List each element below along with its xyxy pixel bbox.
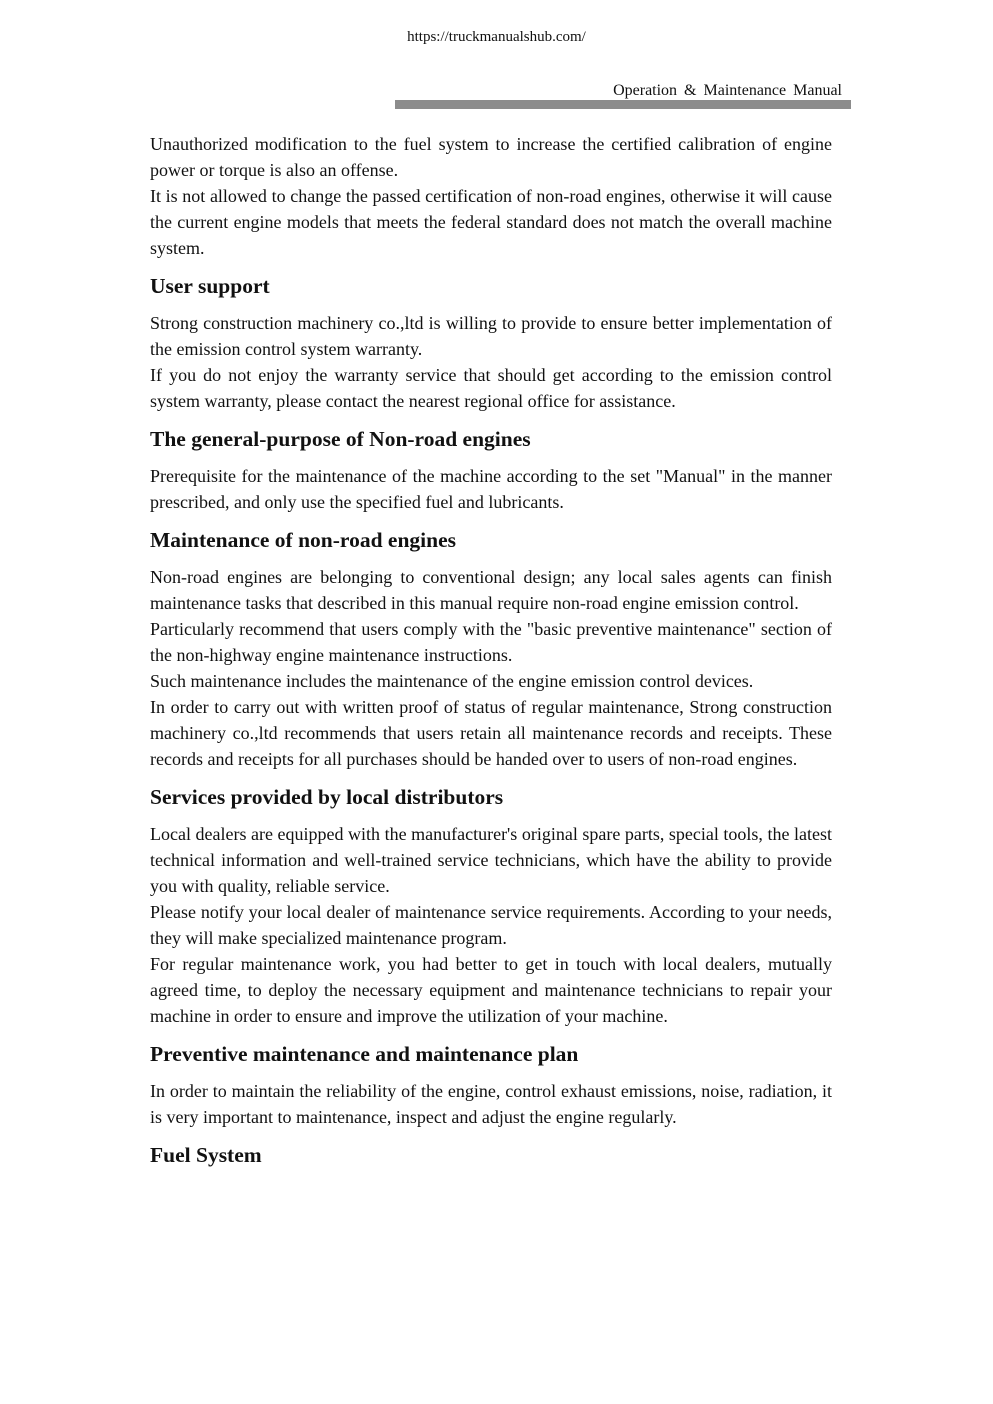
source-url: https://truckmanualshub.com/ bbox=[407, 29, 586, 45]
section-paragraph: Particularly recommend that users comply with the "basic preventive maintenance" section of the non-highway engine maintenance instructions. bbox=[150, 619, 832, 665]
section-paragraph: Local dealers are equipped with the manufacturer's original spare parts, special tools, the latest technical information and well-trained service technicians, which have the ability to provide you with quality, reliable service. bbox=[150, 824, 832, 896]
section-heading-local-distributors: Services provided by local distributors bbox=[150, 785, 504, 809]
section-paragraph: Such maintenance includes the maintenance of the engine emission control devices. bbox=[150, 671, 754, 691]
section-paragraph: In order to carry out with written proof of status of regular maintenance, Strong construction machinery co.,ltd recommends that users retain all maintenance records and receipts. These records and receipts for all purchases should be handed over to users of non-road engines. bbox=[150, 697, 832, 769]
section-paragraph: In order to maintain the reliability of the engine, control exhaust emissions, noise, radiation, it is very important to maintenance, inspect and adjust the engine regularly. bbox=[150, 1081, 832, 1127]
running-header-title: Operation & Maintenance Manual bbox=[613, 82, 842, 99]
section-heading-general-purpose: The general-purpose of Non-road engines bbox=[150, 427, 531, 451]
section-paragraph: Prerequisite for the maintenance of the machine according to the set "Manual" in the manner prescribed, and only use the specified fuel and lubricants. bbox=[150, 466, 832, 512]
section-paragraph: Strong construction machinery co.,ltd is willing to provide to ensure better implementation of the emission control system warranty. bbox=[150, 313, 832, 359]
section-paragraph: If you do not enjoy the warranty service that should get according to the emission control system warranty, please contact the nearest regional office for assistance. bbox=[150, 365, 832, 411]
header-rule bbox=[395, 100, 851, 109]
section-heading-user-support: User support bbox=[150, 274, 270, 298]
section-heading-fuel-system: Fuel System bbox=[150, 1143, 262, 1167]
section-heading-maintenance-non-road: Maintenance of non-road engines bbox=[150, 528, 456, 552]
page-content bbox=[150, 131, 832, 1179]
section-heading-preventive-maintenance: Preventive maintenance and maintenance plan bbox=[150, 1042, 579, 1066]
section-paragraph: Please notify your local dealer of maintenance service requirements. According to your needs, they will make specialized maintenance program. bbox=[150, 902, 832, 948]
section-paragraph: Non-road engines are belonging to conventional design; any local sales agents can finish maintenance tasks that described in this manual require non-road engine emission control. bbox=[150, 567, 832, 613]
intro-paragraph: Unauthorized modification to the fuel system to increase the certified calibration of engine power or torque is also an offense. bbox=[150, 134, 832, 180]
section-paragraph: For regular maintenance work, you had better to get in touch with local dealers, mutually agreed time, to deploy the necessary equipment and maintenance technicians to repair your machine in order to ensure and improve the utilization of your machine. bbox=[150, 954, 832, 1026]
intro-paragraph: It is not allowed to change the passed certification of non-road engines, otherwise it will cause the current engine models that meets the federal standard does not match the overall machine system. bbox=[150, 186, 832, 258]
